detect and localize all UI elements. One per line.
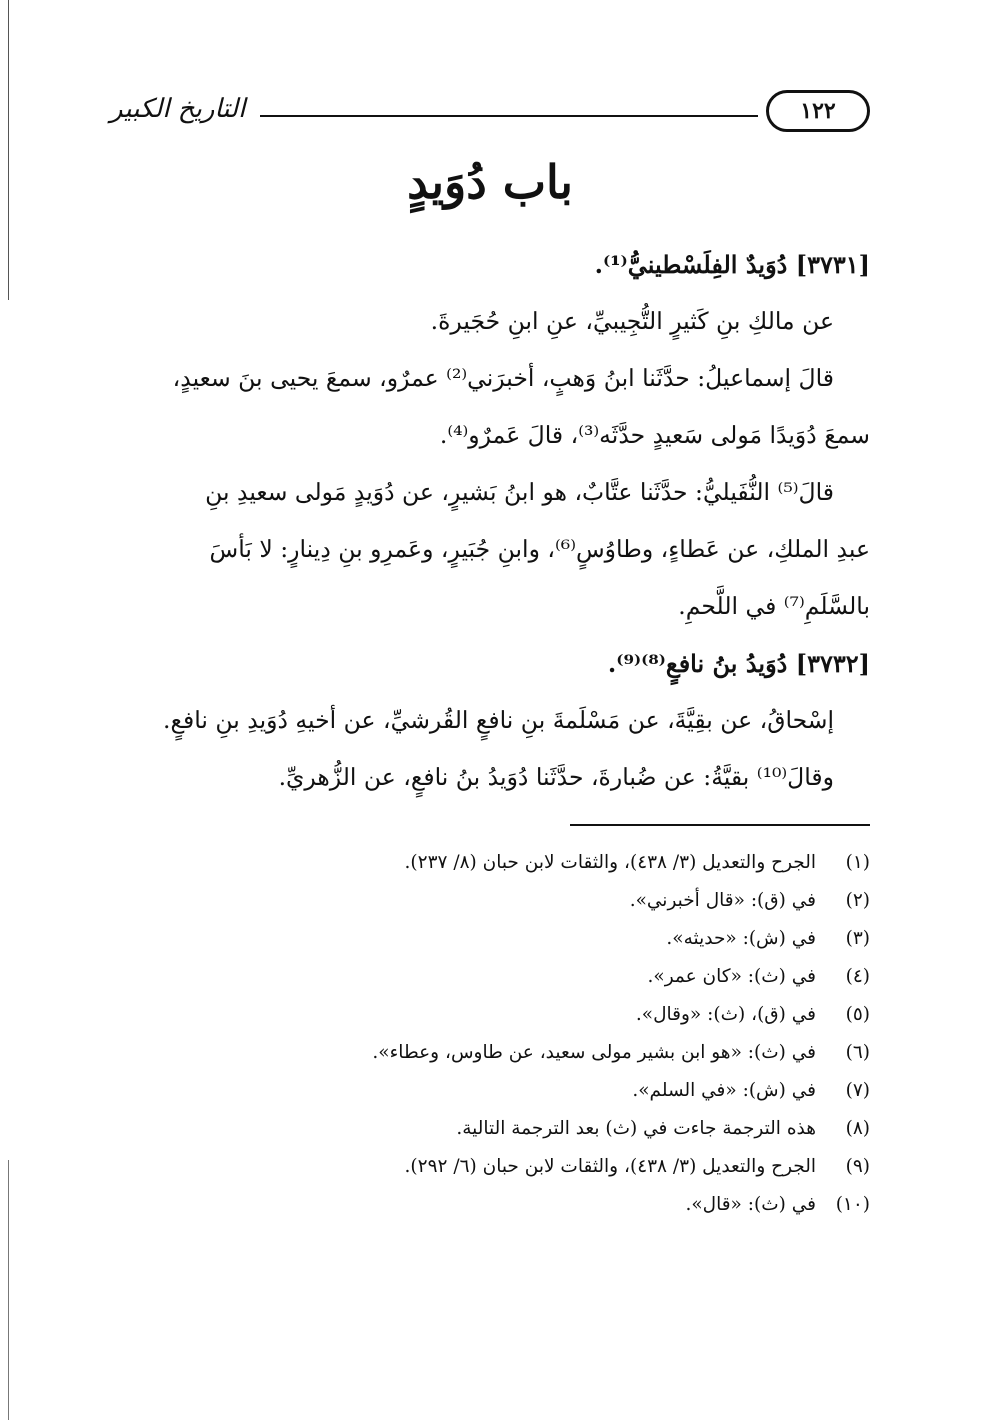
footnote-number: (٥) <box>845 1004 870 1025</box>
footnote-number: (٢) <box>845 890 870 911</box>
footnote-text: في (ث): «هو ابن بشير مولى سعيد، عن طاوس، وعطاء». <box>372 1042 816 1063</box>
text-line: قالَ إسماعيلُ: حدَّثَنا ابنُ وَهبٍ، أخبرَني⁽²⁾ عمرٌو، سمعَ يحيى بنَ سعيدٍ، <box>172 364 834 392</box>
chapter-title: باب دُوَيدٍ <box>407 155 573 209</box>
footnote-number: (١) <box>845 852 870 873</box>
footnote-number: (٣) <box>845 928 870 949</box>
text-line: بالسَّلَمِ⁽⁷⁾ في اللَّحمِ. <box>678 592 870 620</box>
footnote-item <box>110 1072 870 1110</box>
page-header <box>110 88 870 138</box>
text-line: إسْحاقُ، عن بقِيَّةَ، عن مَسْلَمةَ بنِ نافعٍ القُرشيِّ، عن أخيهِ دُوَيدِ بنِ نافعٍ. <box>162 706 834 734</box>
footnotes <box>110 844 870 1224</box>
entry-heading: [٣٧٣٢] دُوَيدُ بنُ نافعٍ⁽⁸⁾⁽⁹⁾. <box>607 649 870 678</box>
footnote-number: (٤) <box>845 966 870 987</box>
page-edge-line <box>8 1160 9 1420</box>
page-number-badge: ١٢٢ <box>766 90 870 132</box>
text-line: سمعَ دُوَيدًا مَولى سَعيدٍ حدَّثَه⁽³⁾، قالَ عَمرٌو⁽⁴⁾. <box>439 421 870 449</box>
footnote-text: في (ث): «كان عمر». <box>647 966 816 987</box>
footnote-text: الجرح والتعديل (٣/ ٤٣٨)، والثقات لابن حبان (٨/ ٢٣٧). <box>404 852 816 873</box>
footnote-item <box>110 1186 870 1224</box>
footnote-item <box>110 1148 870 1186</box>
footnote-text: هذه الترجمة جاءت في (ث) بعد الترجمة التالية. <box>456 1118 816 1139</box>
main-text <box>110 236 870 806</box>
footnote-number: (٩) <box>845 1156 870 1177</box>
footnote-item <box>110 1034 870 1072</box>
running-title: التاريخ الكبير <box>110 94 246 124</box>
header-rule <box>260 115 758 117</box>
footnote-item <box>110 844 870 882</box>
footnote-text: في (ق): «قال أخبرني». <box>629 890 816 911</box>
footnote-item <box>110 996 870 1034</box>
footnote-text: في (ق)، (ث): «وقال». <box>635 1004 816 1025</box>
footnotes-separator <box>570 824 870 826</box>
text-line: عن مالكِ بنِ كَثيرٍ التُّجِيبيِّ، عنِ ابنِ حُجَيرةَ. <box>430 307 834 335</box>
footnote-item <box>110 920 870 958</box>
text-line: قالَ⁽⁵⁾ النُّفَيليُّ: حدَّثَنا عتَّابٌ، هو ابنُ بَشيرٍ، عن دُوَيدٍ مَولى سعيدِ بنِ <box>205 478 834 506</box>
footnote-item <box>110 1110 870 1148</box>
entry-heading: [٣٧٣١] دُوَيدٌ الفِلَسْطينيُّ⁽¹⁾. <box>594 250 870 279</box>
footnote-number: (٦) <box>845 1042 870 1063</box>
footnote-text: في (ث): «قال». <box>685 1194 816 1215</box>
footnote-item <box>110 958 870 996</box>
page-edge-line <box>8 0 9 300</box>
footnote-number: (٧) <box>845 1080 870 1101</box>
text-line: عبدِ الملكِ، عن عَطاءٍ، وطاوُسٍ⁽⁶⁾، وابنِ جُبَيرٍ، وعَمرِو بنِ دِينارٍ: لا بَأسَ <box>209 535 870 563</box>
footnote-text: في (ش): «في السلم». <box>632 1080 816 1101</box>
footnote-text: في (ش): «حديثه». <box>666 928 816 949</box>
text-line: وقالَ⁽¹⁰⁾ بقيَّةُ: عن ضُبارةَ، حدَّثَنا دُوَيدُ بنُ نافعٍ، عن الزُّهريِّ. <box>278 763 834 791</box>
book-page <box>110 88 870 1408</box>
footnote-item <box>110 882 870 920</box>
footnote-number: (١٠) <box>835 1194 870 1215</box>
footnote-text: الجرح والتعديل (٣/ ٤٣٨)، والثقات لابن حبان (٦/ ٢٩٢). <box>404 1156 816 1177</box>
footnote-number: (٨) <box>845 1118 870 1139</box>
